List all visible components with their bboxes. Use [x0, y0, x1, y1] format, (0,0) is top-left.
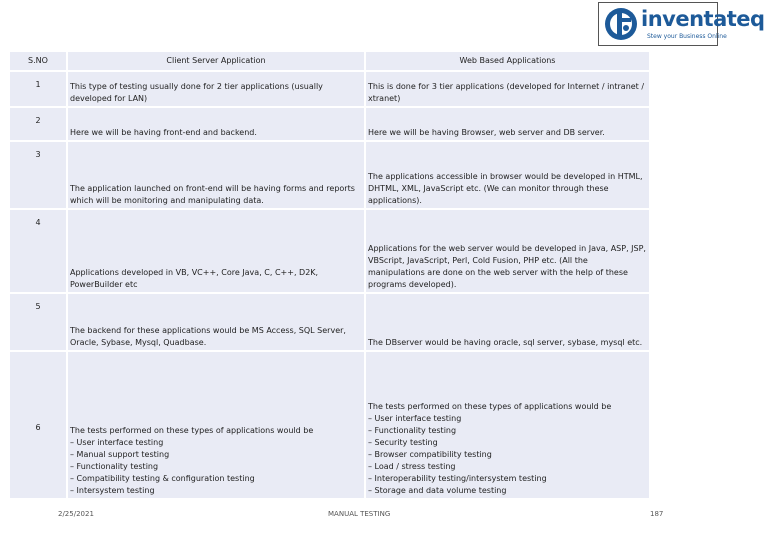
logo-tagline: Stew your Business Online: [647, 33, 727, 40]
web-line: – Interoperability testing/intersystem testing: [368, 474, 547, 483]
comparison-table: [8, 50, 651, 500]
web-line: – Browser compatibility testing: [368, 450, 492, 459]
client-cell: [68, 352, 364, 498]
row-number: [10, 72, 66, 106]
client-cell: Applications developed in VB, VC++, Core Java, C, C++, D2K, PowerBuilder etc: [68, 210, 364, 292]
row-number: [10, 294, 66, 350]
logo-mark-icon: [603, 6, 639, 42]
web-cell: The applications accessible in browser would be developed in HTML, DHTML, XML, JavaScript etc. (We can monitor through these applications).: [366, 142, 649, 208]
web-cell: Here we will be having Browser, web server and DB server.: [366, 108, 649, 140]
table-row: [10, 352, 649, 498]
web-line: – Load / stress testing: [368, 462, 456, 471]
row-number-text: 3: [35, 150, 41, 159]
client-cell: Here we will be having front-end and backend.: [68, 108, 364, 140]
header-sno: S.NO: [10, 52, 66, 70]
web-cell: The DBserver would be having oracle, sql server, sybase, mysql etc.: [366, 294, 649, 350]
web-cell: Applications for the web server would be developed in Java, ASP, JSP, VBScript, JavaScript, Perl, Cold Fusion, PHP etc. (All the manipulations are done on the web server with the help of these programs developed).: [366, 210, 649, 292]
footer-date: 2/25/2021: [58, 510, 94, 518]
logo-wordmark: inventateq: [641, 7, 765, 31]
web-line: The tests performed on these types of applications would be: [368, 402, 612, 411]
web-line: – User interface testing: [368, 414, 462, 423]
table-row: [10, 210, 649, 292]
web-line: – Functionality testing: [368, 426, 457, 435]
footer-page-number: 187: [650, 510, 664, 518]
row-number-text: 4: [35, 218, 41, 227]
company-logo: [598, 2, 765, 46]
web-cell: This is done for 3 tier applications (developed for Internet / intranet / xtranet): [366, 72, 649, 106]
client-cell: This type of testing usually done for 2 tier applications (usually developed for LAN): [68, 72, 364, 106]
client-line: – User interface testing: [70, 438, 164, 447]
row-number-text: 6: [35, 423, 41, 432]
table-row: [10, 142, 649, 208]
client-line: – Functionality testing: [70, 462, 159, 471]
client-cell: The backend for these applications would be MS Access, SQL Server, Oracle, Sybase, Mysql, Quadbase.: [68, 294, 364, 350]
web-cell: [366, 352, 649, 498]
row-number: [10, 210, 66, 292]
table-header-row: [10, 52, 649, 70]
client-line: – Manual support testing: [70, 450, 170, 459]
header-client-server: Client Server Application: [68, 52, 364, 70]
web-line: – Storage and data volume testing: [368, 486, 507, 495]
client-line: The tests performed on these types of applications would be: [70, 426, 314, 435]
web-line: – Security testing: [368, 438, 438, 447]
row-number: [10, 142, 66, 208]
row-number: [10, 352, 66, 498]
client-cell: The application launched on front-end will be having forms and reports which will be monitoring and manipulating data.: [68, 142, 364, 208]
footer-title: MANUAL TESTING: [328, 510, 391, 518]
client-line: – Compatibility testing & configuration testing: [70, 474, 255, 483]
client-line: – Intersystem testing: [70, 486, 155, 495]
row-number-text: 5: [35, 302, 41, 311]
row-number: [10, 108, 66, 140]
header-web-based: Web Based Applications: [366, 52, 649, 70]
table-row: [10, 108, 649, 140]
row-number-text: 2: [35, 116, 41, 125]
table-row: [10, 72, 649, 106]
row-number-text: 1: [35, 80, 41, 89]
table-row: [10, 294, 649, 350]
